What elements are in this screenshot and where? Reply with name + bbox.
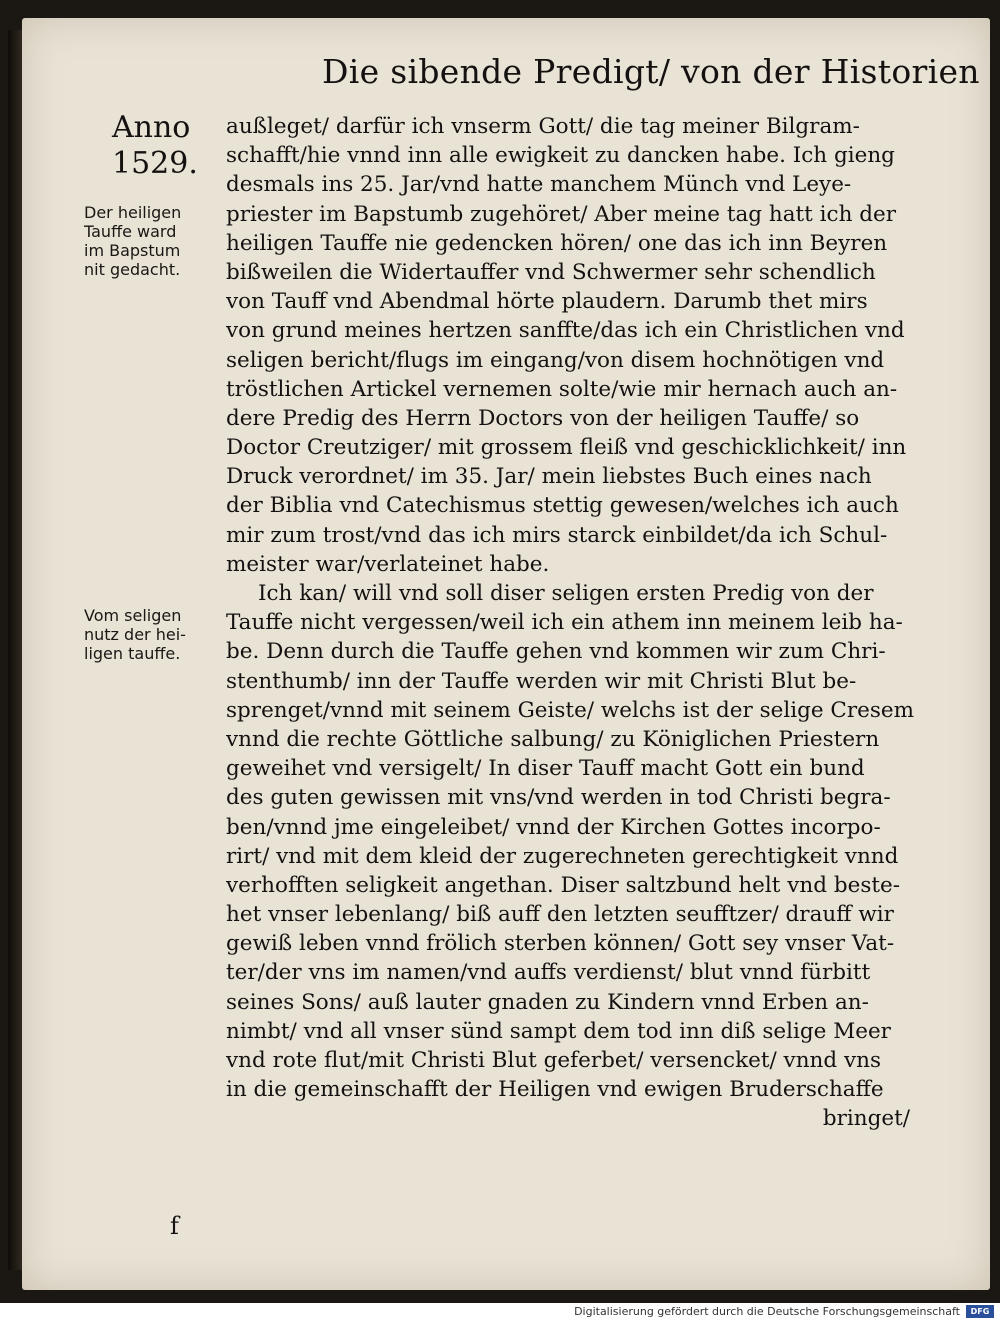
text-line: sprenget/vnnd mit seinem Geiste/ welchs ist der selige Cresem bbox=[226, 697, 915, 723]
text-line: von grund meines hertzen sanffte/das ich ein Christlichen vnd bbox=[226, 318, 905, 344]
margin-note-line: im Bapstum bbox=[84, 241, 181, 260]
margin-note-line: nit gedacht. bbox=[84, 260, 181, 279]
running-title: Die sibende Predigt/ von der Historien bbox=[322, 52, 980, 91]
text-line: in die gemeinschafft der Heiligen vnd ewigen Bruderschaffe bbox=[226, 1077, 884, 1103]
anno-year: 1529. bbox=[112, 146, 198, 181]
text-line: Druck verordnet/ im 35. Jar/ mein liebstes Buch eines nach bbox=[226, 464, 872, 490]
text-line: rirt/ vnd mit dem kleid der zugerechneten gerechtigkeit vnnd bbox=[226, 843, 899, 869]
text-line: von Tauff vnd Abendmal hörte plaudern. Darumb thet mirs bbox=[226, 289, 868, 315]
margin-note-line: Tauffe ward bbox=[84, 222, 177, 241]
text-line: außleget/ darfür ich vnserm Gott/ die tag meiner Bilgram- bbox=[226, 114, 860, 139]
text-line: heiligen Tauffe nie gedencken hören/ one das ich inn Beyren bbox=[226, 230, 888, 256]
text-line: mir zum trost/vnd das ich mirs starck einbildet/da ich Schul- bbox=[226, 522, 888, 548]
text-line: ben/vnnd jme eingeleibet/ vnnd der Kirchen Gottes incorpo- bbox=[226, 814, 881, 840]
text-line: priester im Bapstumb zugehöret/ Aber meine tag hatt ich der bbox=[226, 201, 897, 227]
anno-label: Anno bbox=[112, 110, 191, 145]
text-line: dere Predig des Herrn Doctors von der heiligen Tauffe/ so bbox=[226, 405, 860, 431]
text-line: stenthumb/ inn der Tauffe werden wir mit Christi Blut be- bbox=[226, 668, 857, 694]
text-line: gewiß leben vnnd frölich sterben können/ Gott sey vnser Vat- bbox=[226, 931, 895, 957]
catchword: bringet/ bbox=[822, 1106, 910, 1132]
text-line: Doctor Creutziger/ mit grossem fleiß vnd geschicklichkeit/ inn bbox=[226, 435, 907, 461]
text-line: verhofften seligkeit angethan. Diser saltzbund helt vnd beste- bbox=[226, 872, 900, 898]
margin-note-blessed-use bbox=[84, 606, 214, 663]
text-line: des guten gewissen mit vns/vnd werden in tod Christi begra- bbox=[226, 785, 891, 811]
text-line: der Biblia vnd Catechismus stettig gewesen/welches ich auch bbox=[226, 493, 899, 519]
footer-credit: Digitalisierung gefördert durch die Deutsche Forschungsgemeinschaft bbox=[574, 1305, 960, 1318]
text-line: be. Denn durch die Tauffe gehen vnd kommen wir zum Chri- bbox=[226, 639, 886, 665]
text-line: seines Sons/ auß lauter gnaden zu Kindern vnnd Erben an- bbox=[226, 989, 869, 1015]
text-line: bißweilen die Widertauffer vnd Schwermer sehr schendlich bbox=[226, 259, 876, 285]
body-text bbox=[226, 112, 930, 1134]
text-line: Tauffe nicht vergessen/weil ich ein athem inn meinem leib ha- bbox=[226, 610, 903, 636]
text-line: tröstlichen Artickel vernemen solte/wie mir hernach auch an- bbox=[226, 376, 898, 402]
margin-note-line: Vom seligen bbox=[84, 606, 182, 625]
dfg-logo-icon: DFG bbox=[966, 1305, 994, 1318]
text-line: meister war/verlateinet habe. bbox=[226, 551, 550, 577]
text-line: vnd rote flut/mit Christi Blut geferbet/ versencket/ vnnd vns bbox=[226, 1048, 882, 1073]
signature-mark: f bbox=[170, 1212, 179, 1240]
footer-bar bbox=[0, 1303, 1000, 1321]
text-line: ter/der vns im namen/vnd auffs verdienst/ blut vnnd fürbitt bbox=[226, 960, 871, 986]
margin-note-baptism-papacy bbox=[84, 203, 214, 279]
text-line: schafft/hie vnnd inn alle ewigkeit zu dancken habe. Ich gieng bbox=[226, 143, 895, 169]
text-line: nimbt/ vnd all vnser sünd sampt dem tod inn diß selige Meer bbox=[226, 1018, 891, 1044]
text-line: seligen bericht/flugs im eingang/von disem hochnötigen vnd bbox=[226, 347, 885, 373]
margin-note-line: nutz der hei- bbox=[84, 625, 186, 644]
text-line: het vnser lebenlang/ biß auff den letzten seufftzer/ drauff wir bbox=[226, 902, 894, 928]
text-line: desmals ins 25. Jar/vnd hatte manchem Münch vnd Leye- bbox=[226, 172, 852, 198]
margin-anno bbox=[112, 110, 202, 182]
text-line-paragraph-start: Ich kan/ will vnd soll diser seligen ersten Predig von der bbox=[258, 581, 874, 606]
margin-note-line: Der heiligen bbox=[84, 203, 182, 222]
text-line: geweihet vnd versigelt/ In diser Tauff macht Gott ein bund bbox=[226, 756, 865, 782]
text-line: vnnd die rechte Göttliche salbung/ zu Königlichen Priestern bbox=[226, 726, 880, 752]
margin-note-line: ligen tauffe. bbox=[84, 644, 181, 663]
